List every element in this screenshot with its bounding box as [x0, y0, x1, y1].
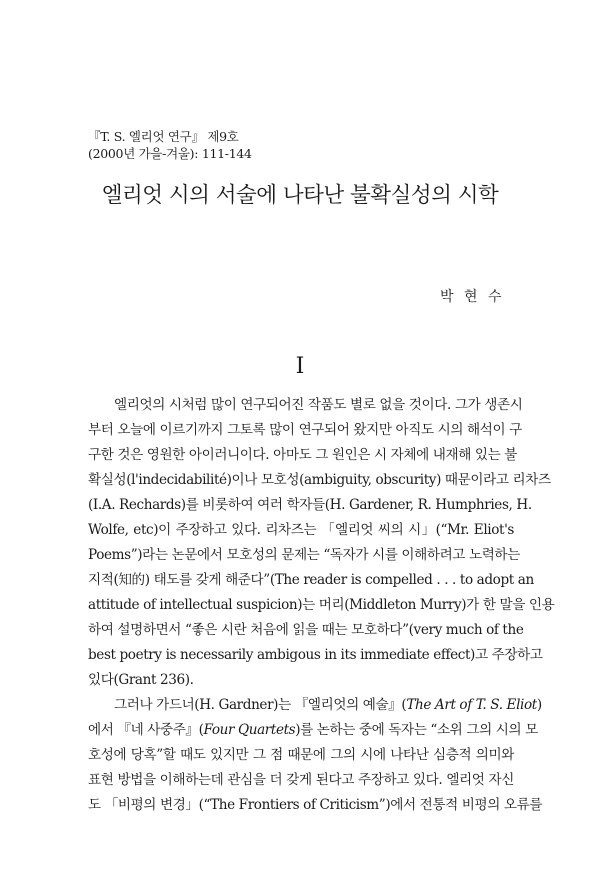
paragraph-line: best poetry is necessarily ambigous in its immediate effect)고 주장하고: [88, 647, 543, 663]
paragraph-line: 호성에 당혹”할 때도 있지만 그 점 때문에 그의 시에 나타난 심층적 의미와: [88, 747, 514, 763]
paragraph-line: attitude of intellectual suspicion)는 머리(Middleton Murry)가 한 말을 인용: [88, 597, 555, 613]
book-title-italic: The Art of T. S. Eliot: [406, 697, 537, 713]
article-title: 엘리엇 시의 서술에 나타난 불확실성의 시학: [101, 183, 499, 208]
paragraph-line: (I.A. Rechards)를 비롯하여 여러 학자들(H. Gardener, R. Humphries, H.: [88, 497, 532, 513]
body-text: [88, 393, 555, 818]
paragraph-line: 있다(Grant 236).: [88, 672, 194, 688]
text-run: 그러나 가드너(H. Gardner)는 『엘리엇의 예술』(: [114, 697, 407, 713]
paragraph-line: [88, 718, 538, 743]
author-name: 박 현 수: [440, 289, 502, 305]
paragraph-line: 표현 방법을 이해하는데 관심을 더 갖게 된다고 주장하고 있다. 엘리엇 자신: [88, 772, 514, 788]
paragraph-line: [88, 693, 542, 718]
paragraph-line: 지적(知的) 태도를 갖게 해준다”(The reader is compelled . . . to adopt an: [88, 572, 534, 588]
text-run: 에서 『네 사중주』(: [88, 722, 204, 738]
journal-issue: (2000년 가을-겨울): 111-144: [88, 146, 252, 161]
paragraph-line: 하여 설명하면서 “좋은 시란 처음에 읽을 때는 모호하다”(very much of the: [88, 622, 524, 638]
paragraph-line: 도 「비평의 변경」(“The Frontiers of Criticism”)에서 전통적 비평의 오류를: [88, 797, 543, 813]
paragraph-line: Wolfe, etc)이 주장하고 있다. 리차즈는 「엘리엇 씨의 시」(“Mr. Eliot's: [88, 522, 514, 538]
section-heading: I: [295, 354, 305, 379]
journal-name: 『T. S. 엘리엇 연구』 제9호: [88, 129, 239, 144]
journal-citation: [88, 128, 252, 162]
paragraph-line: 확실성(l'indecidabilité)이나 모호성(ambiguity, obscurity) 때문이라고 리차즈: [88, 472, 551, 488]
paragraph-line: 구한 것은 영원한 아이러니이다. 아마도 그 원인은 시 자체에 내재해 있는 불: [88, 447, 517, 463]
paragraph-line: 부터 오늘에 이르기까지 그토록 많이 연구되어 왔지만 아직도 시의 해석이 구: [88, 422, 522, 438]
text-run: ): [536, 697, 542, 713]
book-title-italic: Four Quartets: [203, 722, 296, 738]
paragraph-line: Poems”)라는 논문에서 모호성의 문제는 “독자가 시를 이해하려고 노력하는: [88, 547, 520, 563]
text-run: )를 논하는 중에 독자는 “소위 그의 시의 모: [295, 722, 538, 738]
paragraph-line: 엘리엇의 시처럼 많이 연구되어진 작품도 별로 없을 것이다. 그가 생존시: [114, 397, 523, 413]
